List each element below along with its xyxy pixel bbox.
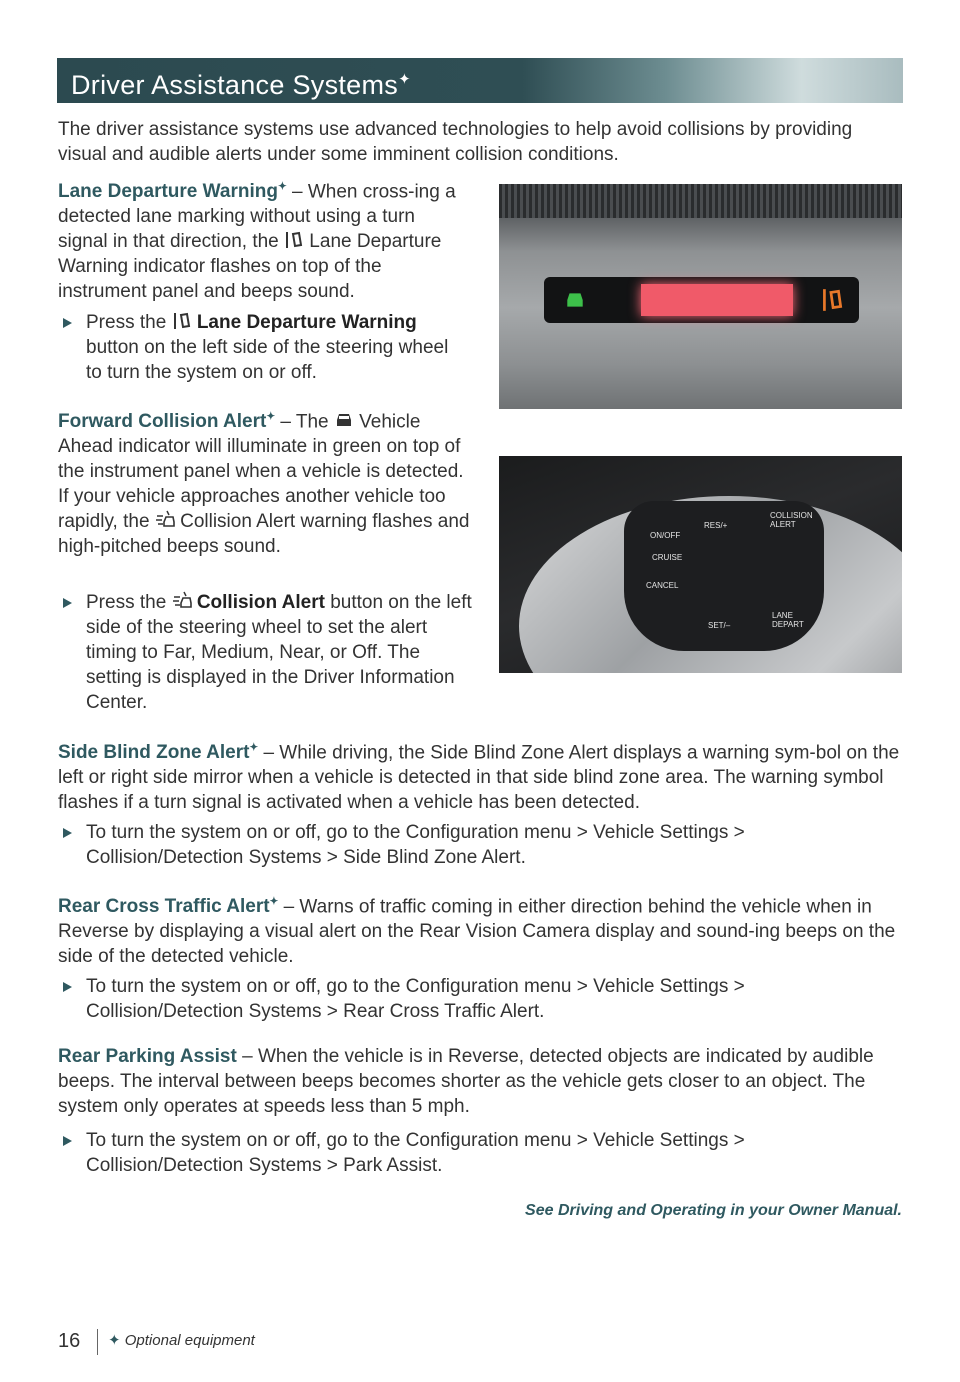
footer-divider [97,1329,98,1355]
collision-alert-icon [172,591,192,611]
lane-departure-bullet: Press the Lane Departure Warning button on the left side of the steering wheel to turn the system on or off. [58,310,468,385]
vehicle-ahead-icon [334,410,354,430]
bullet-triangle-icon [63,982,72,992]
lane-departure-heading: Lane Departure Warning✦ [58,181,287,203]
bullet-triangle-icon [63,1136,72,1146]
intro-paragraph: The driver assistance systems use advanced technologies to help avoid collisions by providing visual and audible alerts under some imminent collision conditions. [58,119,853,165]
rear-cross-bullet: To turn the system on or off, go to the Configuration menu > Vehicle Settings > Collision/Detection Systems > Rear Cross Traffic Alert. [58,974,903,1024]
rear-parking-heading: Rear Parking Assist [58,1046,237,1067]
rear-parking-bullet: To turn the system on or off, go to the Configuration menu > Vehicle Settings > Collision/Detection Systems > Park Assist. [58,1128,903,1178]
lane-departure-icon [172,311,192,331]
steering-wheel-photo [499,456,902,673]
bullet-triangle-icon [63,828,72,838]
bullet-triangle-icon [63,318,72,328]
collision-alert-icon [155,510,175,530]
collision-alert-display [641,284,793,316]
forward-collision-bullet: Press the Collision Alert button on the left side of the steering wheel to set the alert timing to Far, Medium, Near, or Off. The setting is displayed in the Driver Information Center. [58,590,473,715]
side-blind-bullet: To turn the system on or off, go to the Configuration menu > Vehicle Settings > Collision/Detection Systems > Side Blind Zone Alert. [58,820,903,870]
rear-cross-paragraph: Rear Cross Traffic Alert✦ – Warns of traffic coming in either direction behind the vehicle when in Reverse by displaying a visual alert on the Rear Vision Camera display and sound-ing beeps on the side of the detected vehicle. [58,896,896,968]
forward-collision-heading: Forward Collision Alert✦ [58,411,276,433]
lane-departure-paragraph: Lane Departure Warning✦ – When cross-ing a detected lane marking without using a turn signal in that direction, the Lane Departure Warning indicator flashes on top of the instrument panel and beeps sound. [58,181,456,303]
bullet-triangle-icon [63,598,72,608]
lane-departure-indicator-icon [821,287,843,313]
page-number: 16 [58,1330,81,1352]
side-blind-paragraph: Side Blind Zone Alert✦ – While driving, the Side Blind Zone Alert displays a warning sym-bol on the left or right side mirror when a vehicle is detected in that side blind zone area. The warning symbol flashes if a turn signal is activated when a vehicle has been detected. [58,742,900,814]
indicator-cluster [544,277,859,323]
steering-wheel-controls: ON/OFF CRUISE CANCEL RES/+ SET/– COLLISION ALERT LANE DEPART [624,501,824,651]
owner-manual-reference: See Driving and Operating in your Owner Manual. [525,1202,902,1219]
forward-collision-paragraph: Forward Collision Alert✦ – The Vehicle Ahead indicator will illuminate in green on top of the instrument panel when a vehicle is detected. If your vehicle approaches another vehicle too rapidly, the Collision Alert warning flashes and high-pitched beeps sound. [58,411,470,558]
optional-equipment-note: ✦ Optional equipment [108,1332,255,1349]
rear-parking-paragraph: Rear Parking Assist – When the vehicle is in Reverse, detected objects are indicated by audible beeps. The interval between beeps becomes shorter as the vehicle gets closer to an object. The system only operates at speeds less than 5 mph. [58,1046,874,1117]
rear-cross-heading: Rear Cross Traffic Alert✦ [58,896,279,918]
instrument-panel-photo [499,184,902,409]
side-blind-heading: Side Blind Zone Alert✦ [58,742,259,764]
section-banner [57,58,903,103]
vehicle-ahead-indicator-icon [564,289,586,311]
lane-departure-icon [284,230,304,250]
page-title: Driver Assistance Systems✦ [71,70,411,100]
